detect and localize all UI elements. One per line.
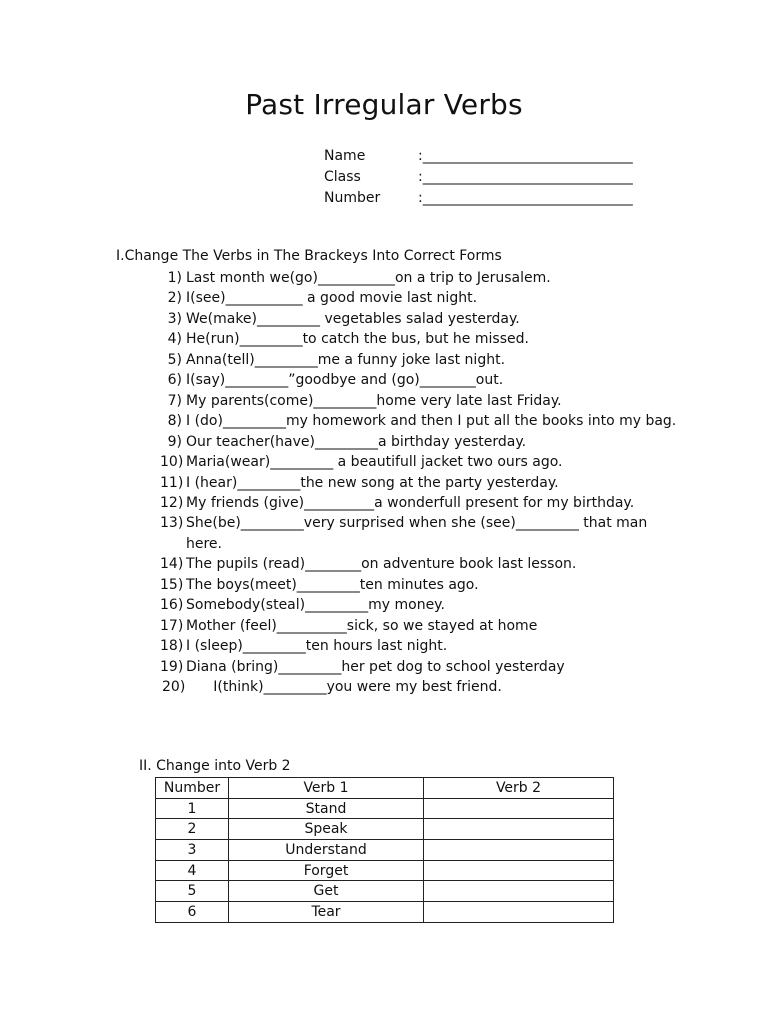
verb2-answer-cell[interactable] [424,860,614,881]
exercise-list [162,268,682,698]
verb-table-body [156,798,614,922]
verb1-cell: Stand [229,798,424,819]
exercise-item [162,350,682,370]
exercise-text[interactable]: I (sleep)_________ten hours last night. [186,638,448,655]
number-row [324,187,633,208]
exercise-number: 15) [160,576,184,593]
exercise-text[interactable]: I(see)___________ a good movie last night. [186,290,478,307]
exercise-text[interactable]: My parents(come)_________home very late last Friday. [186,392,562,409]
exercise-item [162,493,682,513]
exercise-number: 4) [167,331,182,348]
exercise-number: 14) [160,556,184,573]
exercise-number: 7) [167,392,182,409]
table-row [156,798,614,819]
student-info [324,146,633,208]
exercise-item [162,657,682,677]
exercise-number: 13) [160,515,184,532]
exercise-text[interactable]: The pupils (read)________on adventure book last lesson. [186,556,577,573]
exercise-text[interactable]: He(run)_________to catch the bus, but he missed. [186,331,529,348]
exercise-number: 10) [160,454,184,471]
exercise-number: 12) [160,494,184,511]
exercise-item [162,473,682,493]
exercise-number: 9) [167,433,182,450]
exercise-text[interactable]: Last month we(go)___________on a trip to Jerusalem. [186,270,551,286]
exercise-number: 16) [160,597,184,614]
exercise-item [162,595,682,615]
verb2-answer-cell[interactable] [424,819,614,840]
table-row [156,881,614,902]
table-row [156,840,614,861]
exercise-number: 6) [167,372,182,389]
name-label: Name [324,148,366,165]
row-number: 1 [156,798,229,819]
verb2-answer-cell[interactable] [424,881,614,902]
column-header-verb2: Verb 2 [424,778,614,799]
verb2-answer-cell[interactable] [424,798,614,819]
verb-table [155,777,614,923]
exercise-item [162,513,682,554]
verb2-answer-cell[interactable] [424,902,614,923]
exercise-number: 20) [162,679,186,696]
exercise-item [162,432,682,452]
exercise-number: 18) [160,638,184,655]
name-row [324,146,633,167]
exercise-number: 1) [167,270,182,286]
exercise-text[interactable]: Diana (bring)_________her pet dog to school yesterday [186,658,565,675]
exercise-item [162,575,682,595]
exercise-text[interactable]: Our teacher(have)_________a birthday yesterday. [186,433,527,450]
table-row [156,819,614,840]
exercise-text[interactable]: Mother (feel)__________sick, so we stayed at home [186,617,538,634]
exercise-number: 3) [167,310,182,327]
exercise-item [162,616,682,636]
verb-table-header [156,778,614,799]
exercise-item [162,370,682,390]
verb1-cell: Understand [229,840,424,861]
exercise-text[interactable]: Anna(tell)_________me a funny joke last night. [186,351,506,368]
verb2-answer-cell[interactable] [424,840,614,861]
class-row [324,167,633,188]
exercise-text[interactable]: I(think)_________you were my best friend. [213,679,502,696]
exercise-item [162,554,682,574]
exercise-number: 11) [160,474,184,491]
verb1-cell: Get [229,881,424,902]
number-label: Number [324,189,381,206]
exercise-item [162,329,682,349]
exercise-item [162,309,682,329]
column-header-number: Number [156,778,229,799]
exercise-number: 5) [167,351,182,368]
column-header-verb1: Verb 1 [229,778,424,799]
row-number: 5 [156,881,229,902]
exercise-text[interactable]: The boys(meet)_________ten minutes ago. [186,576,479,593]
name-blank[interactable]: :______________________________ [418,148,633,165]
exercise-number: 2) [167,290,182,307]
exercise-number: 8) [167,413,182,430]
exercise-item [162,391,682,411]
row-number: 2 [156,819,229,840]
exercise-text[interactable]: Maria(wear)_________ a beautifull jacket two ours ago. [186,454,563,471]
exercise-text[interactable]: Somebody(steal)_________my money. [186,597,445,614]
exercise-item [162,677,682,697]
row-number: 3 [156,840,229,861]
table-row [156,860,614,881]
number-blank[interactable]: :______________________________ [418,189,633,206]
row-number: 6 [156,902,229,923]
exercise-item [162,288,682,308]
class-blank[interactable]: :______________________________ [418,169,633,186]
worksheet-title: Past Irregular Verbs [245,88,523,121]
exercise-number: 17) [160,617,184,634]
exercise-text[interactable]: I (do)_________my homework and then I put all the books into my bag. [186,413,677,430]
exercise-text[interactable]: We(make)_________ vegetables salad yesterday. [186,310,520,327]
section2-heading: II. Change into Verb 2 [139,758,291,774]
exercise-item [162,268,682,288]
exercise-item [162,636,682,656]
exercise-text[interactable]: I (hear)_________the new song at the party yesterday. [186,474,559,491]
exercise-item [162,411,682,431]
section1-heading: I.Change The Verbs in The Brackeys Into Correct Forms [116,248,502,264]
verb1-cell: Forget [229,860,424,881]
exercise-text[interactable]: I(say)_________”goodbye and (go)________out. [186,372,504,389]
exercise-text[interactable]: My friends (give)__________a wonderfull present for my birthday. [186,494,635,511]
row-number: 4 [156,860,229,881]
exercise-item [162,452,682,472]
verb1-cell: Tear [229,902,424,923]
exercise-number: 19) [160,658,184,675]
class-label: Class [324,169,361,186]
verb1-cell: Speak [229,819,424,840]
exercise-text[interactable]: She(be)_________very surprised when she (see)_________ that man here. [186,515,648,552]
table-row [156,902,614,923]
